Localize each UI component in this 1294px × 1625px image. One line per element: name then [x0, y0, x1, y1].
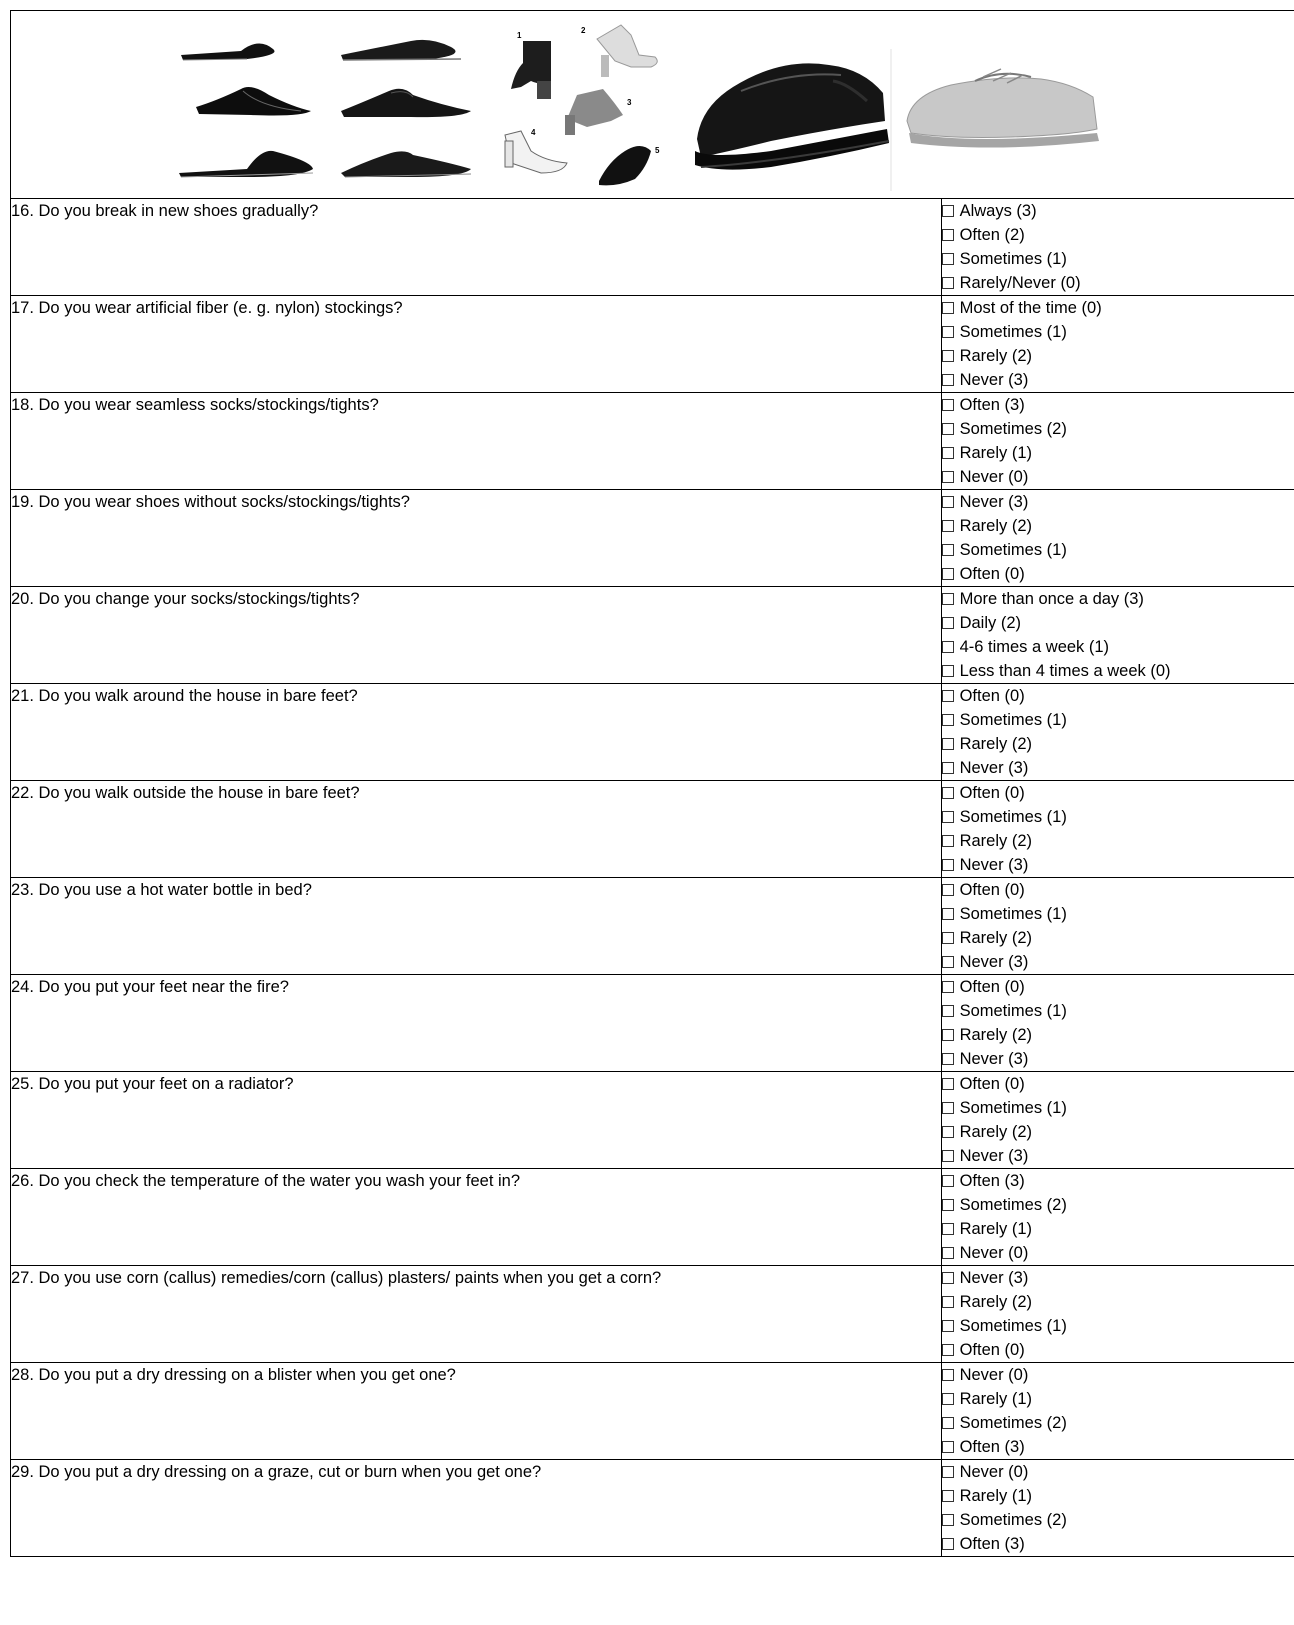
checkbox-icon[interactable]: [942, 859, 954, 871]
checkbox-icon[interactable]: [942, 471, 954, 483]
option-label: Sometimes (2): [959, 1196, 1067, 1214]
checkbox-icon[interactable]: [942, 1490, 954, 1502]
answer-option[interactable]: [942, 1363, 1294, 1387]
answer-option[interactable]: [942, 999, 1294, 1023]
option-label: Sometimes (1): [959, 905, 1067, 923]
checkbox-icon[interactable]: [942, 568, 954, 580]
option-label: Never (3): [959, 1269, 1029, 1287]
sandal-number: 4: [531, 128, 536, 137]
checkbox-icon[interactable]: [942, 1320, 954, 1332]
question-text: 16. Do you break in new shoes gradually?: [11, 199, 941, 296]
answer-options: [941, 781, 1294, 878]
sandal-number: 2: [581, 26, 586, 35]
option-label: Rarely (2): [959, 735, 1033, 753]
answer-option[interactable]: [942, 344, 1294, 368]
answer-option[interactable]: [942, 393, 1294, 417]
answer-option[interactable]: [942, 1072, 1294, 1096]
answer-option[interactable]: [942, 538, 1294, 562]
answer-option[interactable]: [942, 1508, 1294, 1532]
answer-options: [941, 684, 1294, 781]
answer-option[interactable]: [942, 1193, 1294, 1217]
option-label: More than once a day (3): [959, 590, 1144, 608]
checkbox-icon[interactable]: [942, 1005, 954, 1017]
option-label: Rarely (2): [959, 929, 1033, 947]
sandal-number: 3: [627, 98, 632, 107]
checkbox-icon[interactable]: [942, 520, 954, 532]
checkbox-icon[interactable]: [942, 447, 954, 459]
checkbox-icon[interactable]: [942, 738, 954, 750]
answer-option[interactable]: [942, 975, 1294, 999]
option-label: Often (3): [959, 1438, 1025, 1456]
answer-option[interactable]: [942, 1460, 1294, 1484]
checkbox-icon[interactable]: [942, 496, 954, 508]
checkbox-icon[interactable]: [942, 617, 954, 629]
option-label: Rarely (1): [959, 1487, 1033, 1505]
option-label: Sometimes (1): [959, 1099, 1067, 1117]
checkbox-icon[interactable]: [942, 544, 954, 556]
question-text: 19. Do you wear shoes without socks/stockings/tights?: [11, 490, 941, 587]
answer-option[interactable]: [942, 1169, 1294, 1193]
option-label: Sometimes (1): [959, 711, 1067, 729]
question-row: [11, 296, 1294, 393]
checkbox-icon[interactable]: [942, 932, 954, 944]
answer-option[interactable]: [942, 829, 1294, 853]
question-text: 21. Do you walk around the house in bare feet?: [11, 684, 941, 781]
checkbox-icon[interactable]: [942, 1441, 954, 1453]
option-label: Never (3): [959, 953, 1029, 971]
question-text: 27. Do you use corn (callus) remedies/corn (callus) plasters/ paints when you get a corn?: [11, 1266, 941, 1363]
answer-option[interactable]: [942, 1047, 1294, 1071]
answer-option[interactable]: [942, 1241, 1294, 1265]
option-label: Rarely (2): [959, 832, 1033, 850]
option-label: Always (3): [959, 202, 1037, 220]
answer-option[interactable]: [942, 781, 1294, 805]
answer-option[interactable]: [942, 732, 1294, 756]
checkbox-icon[interactable]: [942, 1029, 954, 1041]
footwear-images-row: [11, 11, 1294, 199]
answer-option[interactable]: [942, 562, 1294, 586]
checkbox-icon[interactable]: [942, 690, 954, 702]
checkbox-icon[interactable]: [942, 908, 954, 920]
checkbox-icon[interactable]: [942, 1199, 954, 1211]
answer-option[interactable]: [942, 1266, 1294, 1290]
checkbox-icon[interactable]: [942, 302, 954, 314]
flat-mules-image: [179, 40, 471, 177]
checkbox-icon[interactable]: [942, 762, 954, 774]
option-label: Never (0): [959, 1244, 1029, 1262]
checkbox-icon[interactable]: [942, 374, 954, 386]
answer-option[interactable]: [942, 1096, 1294, 1120]
question-row: [11, 199, 1294, 296]
answer-option[interactable]: [942, 587, 1294, 611]
option-label: Sometimes (1): [959, 250, 1067, 268]
question-text: 22. Do you walk outside the house in bare feet?: [11, 781, 941, 878]
option-label: Often (0): [959, 978, 1025, 996]
option-label: Often (2): [959, 226, 1025, 244]
option-label: Sometimes (1): [959, 1317, 1067, 1335]
question-text: 23. Do you use a hot water bottle in bed?: [11, 878, 941, 975]
question-row: [11, 587, 1294, 684]
answer-options: [941, 296, 1294, 393]
answer-option[interactable]: [942, 708, 1294, 732]
answer-option[interactable]: [942, 199, 1294, 223]
answer-options: [941, 1460, 1294, 1557]
question-row: [11, 1169, 1294, 1266]
heeled-sandals-image: [505, 25, 660, 185]
option-label: Never (0): [959, 1366, 1029, 1384]
answer-option[interactable]: [942, 950, 1294, 974]
answer-option[interactable]: [942, 902, 1294, 926]
option-label: Rarely (2): [959, 347, 1033, 365]
checkbox-icon[interactable]: [942, 1223, 954, 1235]
answer-option[interactable]: [942, 1411, 1294, 1435]
checkbox-icon[interactable]: [942, 641, 954, 653]
answer-options: [941, 1072, 1294, 1169]
checkbox-icon[interactable]: [942, 1296, 954, 1308]
answer-option[interactable]: [942, 490, 1294, 514]
answer-option[interactable]: [942, 1435, 1294, 1459]
question-row: [11, 975, 1294, 1072]
question-text: 26. Do you check the temperature of the water you wash your feet in?: [11, 1169, 941, 1266]
answer-option[interactable]: [942, 1314, 1294, 1338]
sandal-number: 5: [655, 146, 660, 155]
question-text: 29. Do you put a dry dressing on a graze, cut or burn when you get one?: [11, 1460, 941, 1557]
answer-options: [941, 1169, 1294, 1266]
option-label: Sometimes (2): [959, 1414, 1067, 1432]
checkbox-icon[interactable]: [942, 277, 954, 289]
option-label: Rarely (1): [959, 1220, 1033, 1238]
sandal-number: 1: [517, 31, 522, 40]
checkbox-icon[interactable]: [942, 399, 954, 411]
checkbox-icon[interactable]: [942, 1272, 954, 1284]
question-row: [11, 1072, 1294, 1169]
checkbox-icon[interactable]: [942, 326, 954, 338]
black-clog-image: [695, 63, 889, 169]
question-row: [11, 684, 1294, 781]
answer-option[interactable]: [942, 465, 1294, 489]
option-label: Often (0): [959, 1075, 1025, 1093]
option-label: Rarely (2): [959, 1293, 1033, 1311]
question-row: [11, 490, 1294, 587]
checkbox-icon[interactable]: [942, 350, 954, 362]
answer-options: [941, 878, 1294, 975]
answer-option[interactable]: [942, 320, 1294, 344]
answer-options: [941, 975, 1294, 1072]
questionnaire-sheet: [10, 10, 1294, 1557]
answer-option[interactable]: [942, 805, 1294, 829]
option-label: Most of the time (0): [959, 299, 1102, 317]
answer-option[interactable]: [942, 223, 1294, 247]
answer-option[interactable]: [942, 684, 1294, 708]
checkbox-icon[interactable]: [942, 665, 954, 677]
option-label: Never (3): [959, 1050, 1029, 1068]
option-label: Rarely/Never (0): [959, 274, 1081, 292]
answer-option[interactable]: [942, 1144, 1294, 1168]
questions-table: [11, 199, 1294, 1557]
question-row: [11, 878, 1294, 975]
checkbox-icon[interactable]: [942, 1466, 954, 1478]
checkbox-icon[interactable]: [942, 423, 954, 435]
answer-option[interactable]: [942, 1217, 1294, 1241]
checkbox-icon[interactable]: [942, 205, 954, 217]
option-label: Often (0): [959, 565, 1025, 583]
answer-option[interactable]: [942, 926, 1294, 950]
question-text: 18. Do you wear seamless socks/stockings/tights?: [11, 393, 941, 490]
answer-option[interactable]: [942, 368, 1294, 392]
checkbox-icon[interactable]: [942, 1247, 954, 1259]
checkbox-icon[interactable]: [942, 1078, 954, 1090]
answer-option[interactable]: [942, 247, 1294, 271]
option-label: Never (3): [959, 493, 1029, 511]
option-label: Sometimes (2): [959, 420, 1067, 438]
option-label: Rarely (2): [959, 1123, 1033, 1141]
option-label: Often (3): [959, 1535, 1025, 1553]
answer-option[interactable]: [942, 296, 1294, 320]
option-label: Often (0): [959, 784, 1025, 802]
question-text: 20. Do you change your socks/stockings/tights?: [11, 587, 941, 684]
checkbox-icon[interactable]: [942, 1538, 954, 1550]
option-label: Often (3): [959, 396, 1025, 414]
option-label: Rarely (1): [959, 444, 1033, 462]
option-label: Never (3): [959, 1147, 1029, 1165]
answer-options: [941, 490, 1294, 587]
answer-option[interactable]: [942, 878, 1294, 902]
answer-option[interactable]: [942, 1338, 1294, 1362]
option-label: Often (0): [959, 687, 1025, 705]
checkbox-icon[interactable]: [942, 714, 954, 726]
option-label: Less than 4 times a week (0): [959, 662, 1171, 680]
checkbox-icon[interactable]: [942, 1175, 954, 1187]
answer-option[interactable]: [942, 659, 1294, 683]
question-row: [11, 1266, 1294, 1363]
footwear-images: [11, 11, 1293, 197]
option-label: Rarely (2): [959, 1026, 1033, 1044]
option-label: Never (0): [959, 468, 1029, 486]
option-label: Sometimes (1): [959, 1002, 1067, 1020]
option-label: Sometimes (1): [959, 808, 1067, 826]
answer-options: [941, 199, 1294, 296]
answer-option[interactable]: [942, 1484, 1294, 1508]
answer-option[interactable]: [942, 271, 1294, 295]
option-label: Never (0): [959, 1463, 1029, 1481]
question-text: 24. Do you put your feet near the fire?: [11, 975, 941, 1072]
option-label: Sometimes (1): [959, 541, 1067, 559]
answer-option[interactable]: [942, 635, 1294, 659]
checkbox-icon[interactable]: [942, 1344, 954, 1356]
option-label: 4-6 times a week (1): [959, 638, 1110, 656]
answer-option[interactable]: [942, 514, 1294, 538]
option-label: Often (3): [959, 1172, 1025, 1190]
checkbox-icon[interactable]: [942, 593, 954, 605]
checkbox-icon[interactable]: [942, 1369, 954, 1381]
checkbox-icon[interactable]: [942, 981, 954, 993]
question-text: 25. Do you put your feet on a radiator?: [11, 1072, 941, 1169]
answer-option[interactable]: [942, 1387, 1294, 1411]
answer-option[interactable]: [942, 1023, 1294, 1047]
checkbox-icon[interactable]: [942, 1126, 954, 1138]
answer-options: [941, 587, 1294, 684]
question-row: [11, 1363, 1294, 1460]
checkbox-icon[interactable]: [942, 1053, 954, 1065]
question-row: [11, 781, 1294, 878]
option-label: Rarely (1): [959, 1390, 1033, 1408]
answer-options: [941, 1266, 1294, 1363]
answer-option[interactable]: [942, 611, 1294, 635]
light-clog-image: [891, 33, 1113, 191]
option-label: Never (3): [959, 856, 1029, 874]
option-label: Never (3): [959, 371, 1029, 389]
question-text: 17. Do you wear artificial fiber (e. g. nylon) stockings?: [11, 296, 941, 393]
question-row: [11, 1460, 1294, 1557]
checkbox-icon[interactable]: [942, 1102, 954, 1114]
checkbox-icon[interactable]: [942, 229, 954, 241]
answer-option[interactable]: [942, 441, 1294, 465]
answer-option[interactable]: [942, 1120, 1294, 1144]
checkbox-icon[interactable]: [942, 253, 954, 265]
checkbox-icon[interactable]: [942, 1514, 954, 1526]
question-row: [11, 393, 1294, 490]
checkbox-icon[interactable]: [942, 884, 954, 896]
checkbox-icon[interactable]: [942, 956, 954, 968]
option-label: Sometimes (2): [959, 1511, 1067, 1529]
question-text: 28. Do you put a dry dressing on a blister when you get one?: [11, 1363, 941, 1460]
checkbox-icon[interactable]: [942, 1393, 954, 1405]
option-label: Often (0): [959, 1341, 1025, 1359]
answer-options: [941, 1363, 1294, 1460]
answer-option[interactable]: [942, 1290, 1294, 1314]
option-label: Sometimes (1): [959, 323, 1067, 341]
answer-option[interactable]: [942, 853, 1294, 877]
option-label: Daily (2): [959, 614, 1022, 632]
checkbox-icon[interactable]: [942, 811, 954, 823]
checkbox-icon[interactable]: [942, 1417, 954, 1429]
checkbox-icon[interactable]: [942, 787, 954, 799]
option-label: Often (0): [959, 881, 1025, 899]
answer-option[interactable]: [942, 756, 1294, 780]
option-label: Rarely (2): [959, 517, 1033, 535]
checkbox-icon[interactable]: [942, 835, 954, 847]
checkbox-icon[interactable]: [942, 1150, 954, 1162]
answer-options: [941, 393, 1294, 490]
answer-option[interactable]: [942, 1532, 1294, 1556]
answer-option[interactable]: [942, 417, 1294, 441]
option-label: Never (3): [959, 759, 1029, 777]
